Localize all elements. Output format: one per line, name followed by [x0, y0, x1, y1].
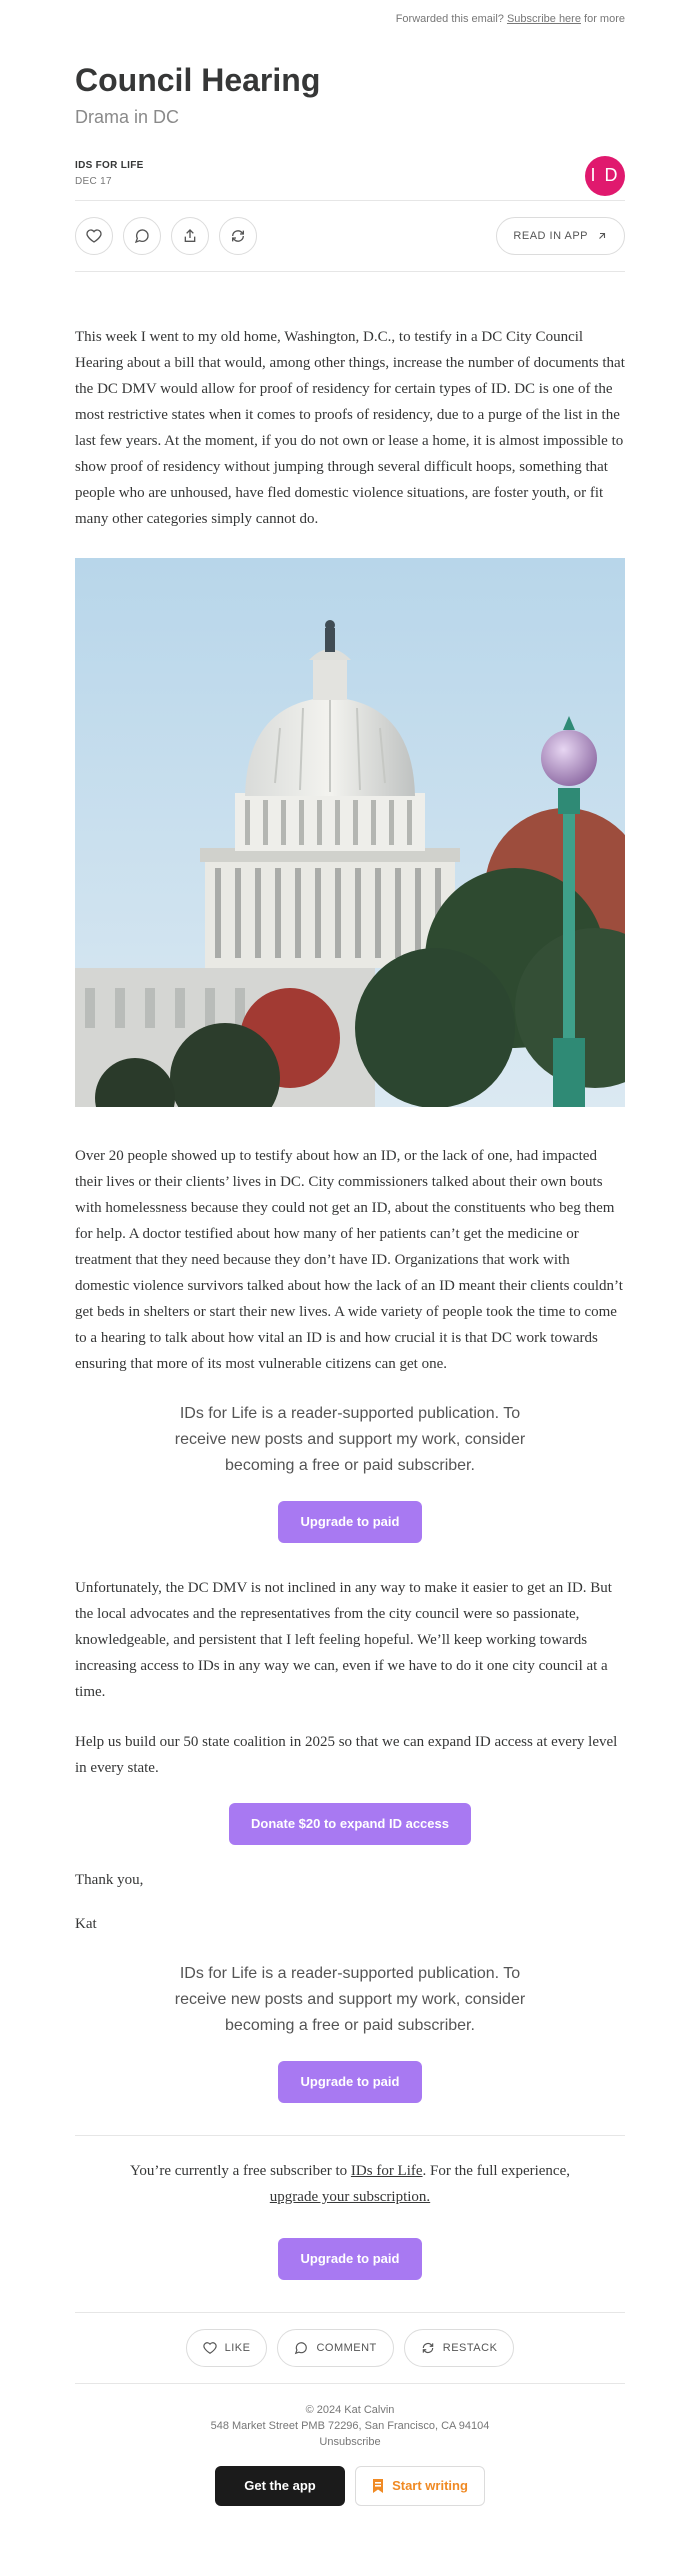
email-container: [75, 0, 625, 2546]
comment-label: COMMENT: [316, 2341, 377, 2354]
read-in-app-button[interactable]: [496, 217, 625, 255]
heart-icon: [203, 2341, 217, 2355]
like-label: LIKE: [224, 2341, 251, 2354]
comment-button[interactable]: [277, 2329, 393, 2367]
signature: Kat: [75, 1915, 97, 1932]
publication-link[interactable]: IDs for Life: [350, 2162, 423, 2179]
closing: Thank you,: [75, 1871, 144, 1888]
share-icon: [182, 228, 198, 244]
like-button[interactable]: [75, 217, 113, 255]
post-date: DEC 17: [75, 175, 112, 187]
subscribe-cta: [75, 1961, 625, 2103]
copyright: © 2024 Kat Calvin: [305, 2403, 395, 2416]
restack-label: RESTACK: [442, 2341, 498, 2354]
post-meta: [75, 160, 625, 200]
divider: [75, 2135, 625, 2136]
heart-icon: [86, 228, 102, 244]
subscribe-cta: [75, 1401, 625, 1543]
app-promo: [75, 2466, 625, 2546]
arrow-up-right-icon: [596, 230, 608, 242]
unsubscribe-link[interactable]: Unsubscribe: [319, 2435, 381, 2448]
subscription-mid: . For the full experience,: [422, 2162, 570, 2179]
divider: [75, 2383, 625, 2384]
start-writing-label: Start writing: [392, 2478, 468, 2494]
preheader-text: Forwarded this email?: [395, 13, 504, 25]
capitol-photo[interactable]: [75, 558, 625, 1107]
preheader-suffix: for more: [584, 13, 625, 25]
comment-button[interactable]: [123, 217, 161, 255]
paragraph: Help us build our 50 state coalition in 2025 so that we can expand ID access at every level in every state.: [75, 1733, 618, 1776]
post-actionbar: [75, 201, 625, 271]
cta-text: IDs for Life is a reader-supported publication. To receive new posts and support my work, consider becoming a free or paid subscriber.: [174, 1404, 526, 1474]
restack-button[interactable]: [219, 217, 257, 255]
post-subtitle: Drama in DC: [75, 106, 180, 127]
restack-icon: [421, 2341, 435, 2355]
paragraph: Unfortunately, the DC DMV is not inclined in any way to make it easier to get an ID. But the local advocates and the representatives from the city council were so passionate, knowledgeable, and persistent that I left feeling hopeful. We’ll keep working towards increasing access to IDs in any way we can, even if we have to do it one city council at a time.: [75, 1579, 612, 1700]
get-app-button[interactable]: Get the app: [215, 2466, 345, 2506]
avatar[interactable]: I D: [585, 156, 625, 196]
footer-legal: [75, 2402, 625, 2450]
subscription-note: [75, 2158, 625, 2210]
divider: [75, 271, 625, 272]
upgrade-button[interactable]: Upgrade to paid: [278, 1501, 422, 1543]
footer-actionbar: [75, 2313, 625, 2383]
cta-text: IDs for Life is a reader-supported publication. To receive new posts and support my work, consider becoming a free or paid subscriber.: [174, 1964, 526, 2034]
paragraph: Over 20 people showed up to testify about how an ID, or the lack of one, had impacted their lives or their clients’ lives in DC. City commissioners talked about their own bouts with homelessness because they could not get an ID, about the constituents who beg them for help. A doctor testified about how many of her patients can’t get the medicine or treatment that they need because they don’t have ID. Organizations that work with domestic violence survivors talked about how the lack of an ID meant their clients couldn’t get beds in shelters or start their new lives. A wide variety of people took the time to come to a hearing to talk about how vital an ID is and how crucial it is that DC work towards ensuring that more of its most vulnerable citizens can get one.: [75, 1147, 623, 1372]
post-title[interactable]: Council Hearing: [75, 62, 321, 98]
like-button[interactable]: [186, 2329, 268, 2367]
upgrade-button[interactable]: Upgrade to paid: [278, 2061, 422, 2103]
restack-icon: [230, 228, 246, 244]
upgrade-subscription-link[interactable]: upgrade your subscription.: [269, 2188, 431, 2205]
donate-button[interactable]: Donate $20 to expand ID access: [229, 1803, 471, 1845]
start-writing-button[interactable]: [355, 2466, 485, 2506]
comment-icon: [134, 228, 150, 244]
comment-icon: [294, 2341, 308, 2355]
preheader: [75, 0, 625, 40]
share-button[interactable]: [171, 217, 209, 255]
address: 548 Market Street PMB 72296, San Francisco, CA 94104: [210, 2419, 490, 2432]
restack-button[interactable]: [404, 2329, 515, 2367]
subscription-prefix: You’re currently a free subscriber to: [130, 2162, 348, 2179]
upgrade-button[interactable]: Upgrade to paid: [278, 2238, 422, 2280]
paragraph: This week I went to my old home, Washington, D.C., to testify in a DC City Council Hearing about a bill that would, among other things, increase the number of documents that the DC DMV would allow for proof of residency for certain types of ID. DC is one of the most restrictive states when it comes to proofs of residency, due to a purge of the list in the last few years. At the moment, if you do not own or lease a home, it is almost impossible to show proof of residency without jumping through several difficult hoops, something that people who are unhoused, have fled domestic violence situations, are foster youth, or fit many other categories simply cannot do.: [75, 328, 625, 527]
bookmark-icon: [372, 2479, 384, 2493]
publication-name[interactable]: IDS FOR LIFE: [75, 159, 144, 171]
subscribe-link[interactable]: Subscribe here: [506, 13, 581, 25]
read-in-app-label: READ IN APP: [513, 229, 588, 242]
